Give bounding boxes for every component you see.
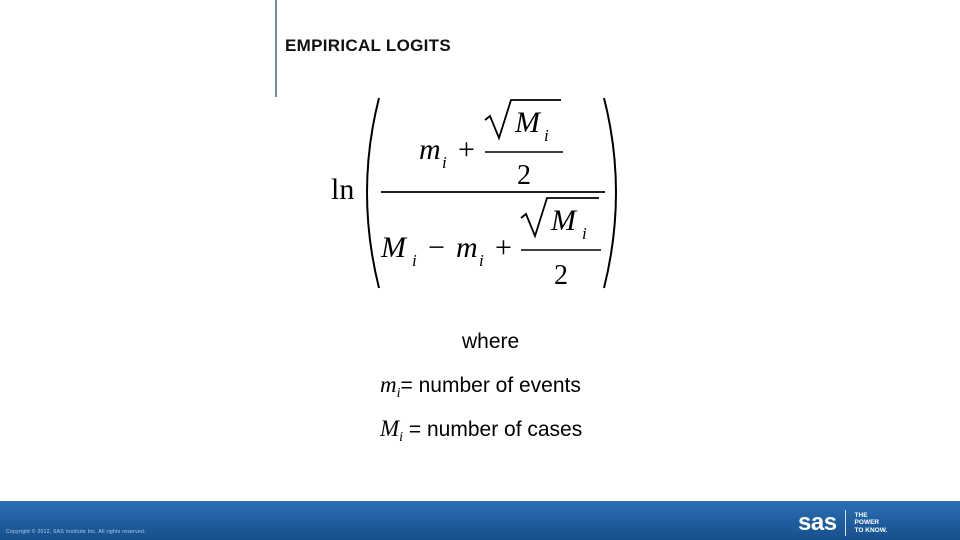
den-plus: +	[495, 231, 512, 264]
den-M: M	[381, 231, 406, 264]
empirical-logit-formula	[325, 92, 625, 292]
den-sqrt-sub: i	[582, 224, 587, 243]
tagline-line-1: THE	[854, 511, 868, 519]
num-sqrt-sub: i	[544, 126, 549, 145]
definition-cases-text: = number of cases	[403, 418, 583, 441]
sas-wordmark: sas	[798, 509, 837, 536]
num-m: m	[419, 133, 441, 166]
symbol-M: M	[380, 416, 400, 441]
copyright-text: Copyright © 2012, SAS Institute Inc. All rights reserved.	[6, 529, 146, 535]
left-paren	[367, 98, 379, 288]
logo-divider	[845, 510, 846, 536]
definition-events-text: = number of events	[400, 374, 581, 397]
symbol-m: m	[380, 372, 397, 397]
definition-cases	[380, 416, 583, 445]
den-two: 2	[554, 260, 568, 291]
title-divider	[275, 0, 277, 97]
den-m-sub: i	[479, 251, 484, 270]
num-sqrt-M: M	[515, 106, 540, 139]
ln-function: ln	[331, 173, 355, 206]
den-minus: −	[428, 231, 445, 264]
num-plus: +	[458, 133, 475, 166]
tagline-line-3: TO KNOW.	[854, 526, 888, 534]
where-label: where	[462, 330, 520, 353]
tagline-line-2: POWER	[854, 519, 880, 527]
sas-logo	[798, 509, 887, 537]
symbol-m-sub: i	[396, 386, 401, 401]
footer-bar	[0, 501, 960, 540]
num-two: 2	[517, 160, 531, 191]
den-m: m	[456, 231, 478, 264]
num-m-sub: i	[442, 153, 447, 172]
slide-title: EMPIRICAL LOGITS	[285, 36, 451, 55]
tagline	[855, 512, 888, 535]
symbol-M-sub: i	[399, 430, 404, 445]
definition-events	[380, 372, 581, 401]
den-sqrt-M: M	[551, 204, 576, 237]
den-M-sub: i	[412, 251, 417, 270]
right-paren	[604, 98, 616, 288]
